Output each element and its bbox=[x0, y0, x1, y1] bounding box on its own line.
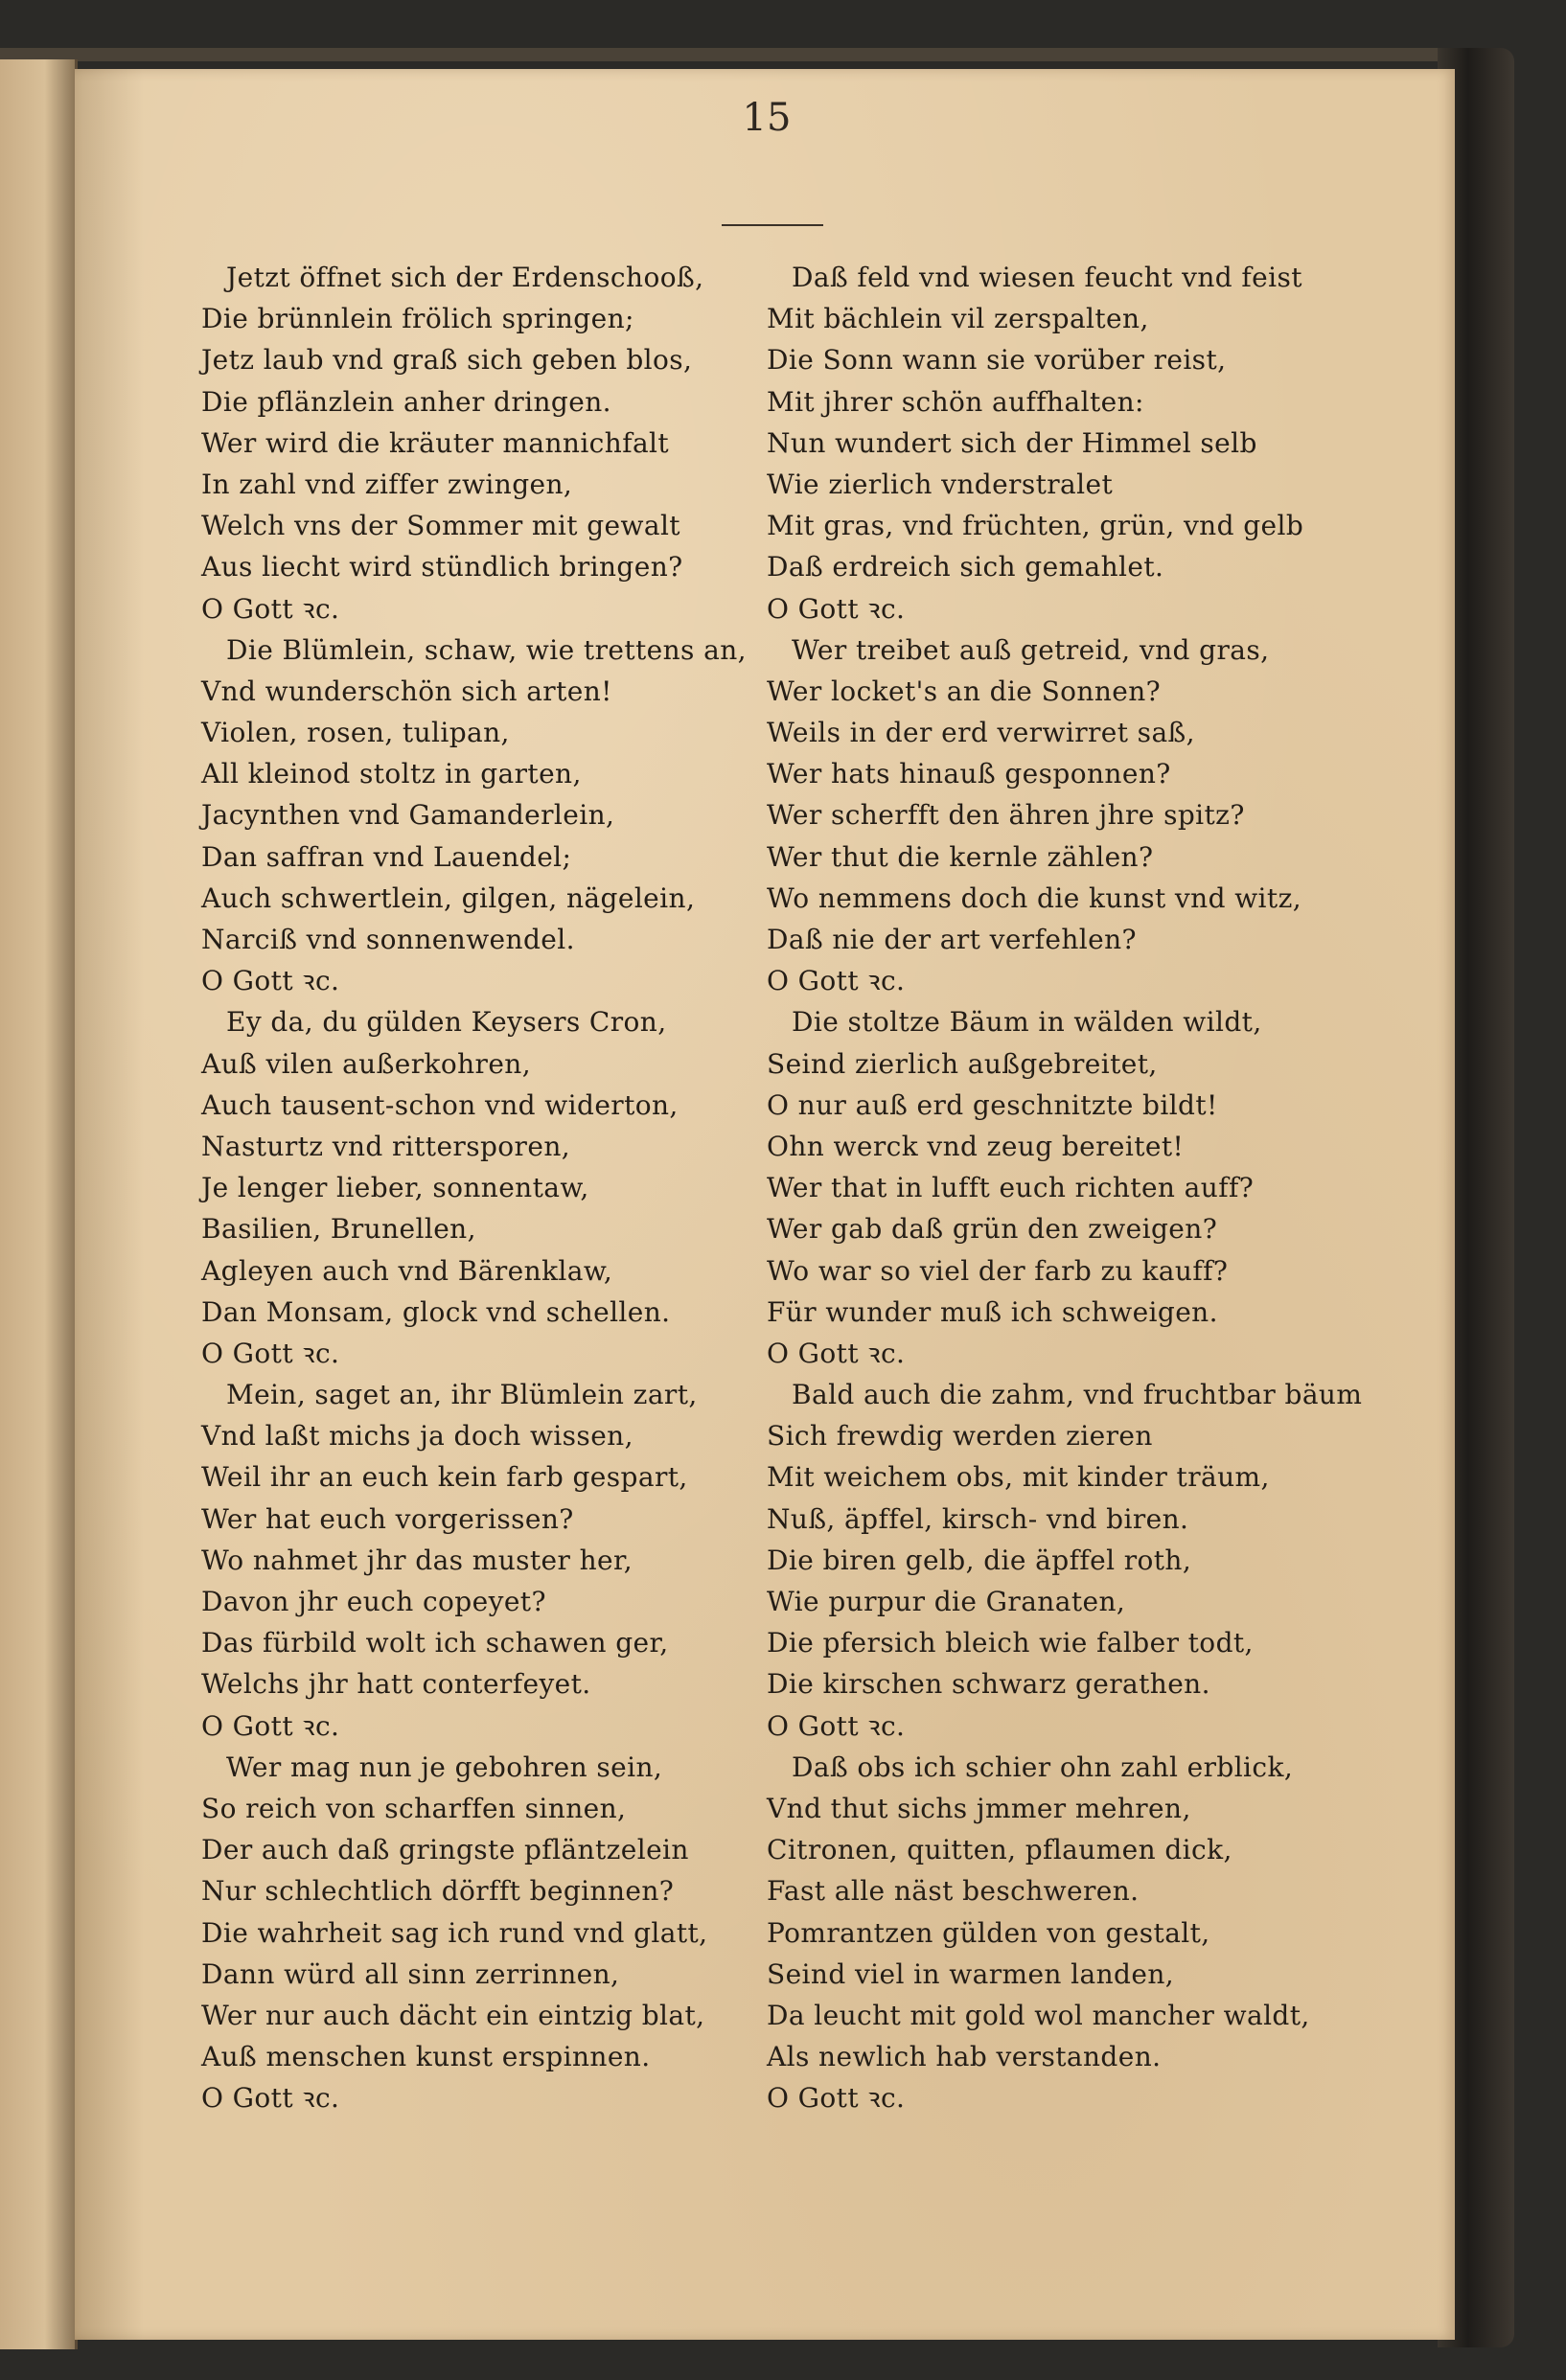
verse-line: In zahl vnd ziffer zwingen, bbox=[201, 468, 573, 500]
verse-line: Agleyen auch vnd Bärenklaw, bbox=[201, 1254, 613, 1287]
verse-line: Die Blümlein, schaw, wie trettens an, bbox=[226, 633, 747, 666]
verse-line: Jacynthen vnd Gamanderlein, bbox=[201, 799, 615, 832]
verse-line: Die pflänzlein anher dringen. bbox=[201, 385, 611, 418]
verse-line: O Gott ꝛc. bbox=[767, 592, 906, 625]
facing-page-edge bbox=[0, 59, 78, 2349]
verse-line: Weils in der erd verwirret saß, bbox=[767, 717, 1195, 749]
verse-line: Auch tausent-schon vnd widerton, bbox=[201, 1088, 679, 1121]
verse-line: Da leucht mit gold wol mancher waldt, bbox=[767, 1999, 1310, 2031]
verse-line: Auch schwertlein, gilgen, nägelein, bbox=[201, 881, 696, 914]
verse-line: Das fürbild wolt ich schawen ger, bbox=[201, 1627, 669, 1659]
verse-line: O Gott ꝛc. bbox=[767, 965, 906, 997]
verse-line: Wo nahmet jhr das muster her, bbox=[201, 1544, 633, 1576]
verse-line: Mit bächlein vil zerspalten, bbox=[767, 303, 1149, 335]
verse-line: Wer nur auch dächt ein eintzig blat, bbox=[201, 1999, 705, 2031]
verse-line: O nur auß erd geschnitzte bildt! bbox=[767, 1088, 1218, 1121]
verse-line: Die biren gelb, die äpffel roth, bbox=[767, 1544, 1192, 1576]
verse-line: Welch vns der Sommer mit gewalt bbox=[201, 510, 680, 542]
verse-line: Fast alle näst beschweren. bbox=[767, 1875, 1140, 1908]
verse-line: Vnd thut sichs jmmer mehren, bbox=[767, 1792, 1191, 1824]
verse-line: Wer wird die kräuter mannichfalt bbox=[201, 426, 670, 459]
verse-line: Violen, rosen, tulipan, bbox=[201, 717, 510, 749]
header-rule bbox=[722, 224, 823, 226]
verse-line: O Gott ꝛc. bbox=[201, 1709, 340, 1742]
verse-line: Wer mag nun je gebohren sein, bbox=[226, 1751, 663, 1783]
verse-line: Wer treibet auß getreid, vnd gras, bbox=[792, 633, 1270, 666]
verse-line: Wer that in lufft euch richten auff? bbox=[767, 1172, 1255, 1204]
verse-line: Ohn werck vnd zeug bereitet! bbox=[767, 1130, 1185, 1162]
verse-line: O Gott ꝛc. bbox=[767, 1709, 906, 1742]
verse-line: Für wunder muß ich schweigen. bbox=[767, 1295, 1218, 1328]
verse-line: Wo nemmens doch die kunst vnd witz, bbox=[767, 881, 1302, 914]
verse-line: Wo war so viel der farb zu kauff? bbox=[767, 1254, 1229, 1287]
verse-line: Die wahrheit sag ich rund vnd glatt, bbox=[201, 1916, 708, 1949]
verse-line: Als newlich hab verstanden. bbox=[767, 2041, 1162, 2073]
verse-line: Vnd wunderschön sich arten! bbox=[201, 675, 612, 707]
verse-line: Wer thut die kernle zählen? bbox=[767, 840, 1154, 873]
verse-line: O Gott ꝛc. bbox=[767, 1337, 906, 1369]
verse-line: O Gott ꝛc. bbox=[201, 1337, 340, 1369]
page-number: 15 bbox=[742, 96, 792, 140]
verse-line: Die brünnlein frölich springen; bbox=[201, 303, 634, 335]
verse-line: Dann würd all sinn zerrinnen, bbox=[201, 1957, 620, 1990]
verse-line: Weil ihr an euch kein farb gespart, bbox=[201, 1461, 688, 1494]
verse-line: Mit weichem obs, mit kinder träum, bbox=[767, 1461, 1270, 1494]
verse-line: Dan saffran vnd Lauendel; bbox=[201, 840, 572, 873]
left-text-column bbox=[201, 257, 767, 2118]
verse-line: Jetz laub vnd graß sich geben blos, bbox=[201, 344, 693, 377]
verse-line: Wer hat euch vorgerissen? bbox=[201, 1502, 574, 1535]
verse-line: Daß feld vnd wiesen feucht vnd feist bbox=[792, 262, 1302, 293]
verse-line: Davon jhr euch copeyet? bbox=[201, 1586, 546, 1617]
verse-line: O Gott ꝛc. bbox=[201, 592, 340, 625]
verse-line: Pomrantzen gülden von gestalt, bbox=[767, 1916, 1210, 1949]
verse-line: Auß vilen außerkohren, bbox=[201, 1047, 532, 1080]
verse-line: Nuß, äpffel, kirsch- vnd biren. bbox=[767, 1502, 1189, 1535]
verse-line: So reich von scharffen sinnen, bbox=[201, 1792, 627, 1824]
verse-line: Auß menschen kunst erspinnen. bbox=[201, 2041, 651, 2073]
verse-line: Ey da, du gülden Keysers Cron, bbox=[226, 1006, 667, 1039]
verse-line: Welchs jhr hatt conterfeyet. bbox=[201, 1668, 591, 1701]
verse-line: Wer scherfft den ähren jhre spitz? bbox=[767, 799, 1245, 832]
verse-line: Dan Monsam, glock vnd schellen. bbox=[201, 1295, 671, 1328]
verse-line: O Gott ꝛc. bbox=[201, 2082, 340, 2115]
verse-line: Mit gras, vnd früchten, grün, vnd gelb bbox=[767, 510, 1304, 542]
verse-line: Die Sonn wann sie vorüber reist, bbox=[767, 344, 1227, 377]
verse-line: Daß nie der art verfehlen? bbox=[767, 924, 1137, 955]
verse-line: Nasturtz vnd rittersporen, bbox=[201, 1130, 571, 1162]
verse-line: O Gott ꝛc. bbox=[767, 2082, 906, 2115]
book-spine-edge bbox=[0, 48, 1495, 61]
verse-line: Wer hats hinauß gesponnen? bbox=[767, 758, 1171, 790]
verse-line: All kleinod stoltz in garten, bbox=[201, 758, 582, 790]
verse-line: Wer locket's an die Sonnen? bbox=[767, 675, 1162, 707]
verse-line: Daß obs ich schier ohn zahl erblick, bbox=[792, 1751, 1294, 1783]
right-text-column bbox=[767, 257, 1363, 2118]
verse-line: Nur schlechtlich dörfft beginnen? bbox=[201, 1875, 675, 1908]
verse-line: O Gott ꝛc. bbox=[201, 965, 340, 997]
verse-line: Citronen, quitten, pflaumen dick, bbox=[767, 1834, 1232, 1866]
verse-line: Daß erdreich sich gemahlet. bbox=[767, 551, 1164, 584]
verse-line: Mein, saget an, ihr Blümlein zart, bbox=[226, 1379, 698, 1411]
verse-line: Je lenger lieber, sonnentaw, bbox=[201, 1172, 589, 1204]
verse-line: Mit jhrer schön auffhalten: bbox=[767, 385, 1144, 418]
verse-line: Narciß vnd sonnenwendel. bbox=[201, 924, 575, 955]
verse-line: Die stoltze Bäum in wälden wildt, bbox=[792, 1006, 1262, 1039]
verse-line: Wer gab daß grün den zweigen? bbox=[767, 1213, 1218, 1246]
verse-line: Die pfersich bleich wie falber todt, bbox=[767, 1627, 1254, 1659]
verse-line: Bald auch die zahm, vnd fruchtbar bäum bbox=[792, 1379, 1363, 1411]
verse-line: Wie zierlich vnderstralet bbox=[767, 468, 1114, 500]
verse-line: Sich frewdig werden zieren bbox=[767, 1420, 1153, 1453]
verse-line: Nun wundert sich der Himmel selb bbox=[767, 426, 1257, 459]
verse-line: Vnd laßt michs ja doch wissen, bbox=[201, 1420, 633, 1453]
verse-line: Die kirschen schwarz gerathen. bbox=[767, 1668, 1210, 1701]
verse-line: Wie purpur die Granaten, bbox=[767, 1586, 1126, 1617]
verse-line: Jetzt öffnet sich der Erdenschooß, bbox=[226, 262, 704, 293]
verse-line: Basilien, Brunellen, bbox=[201, 1213, 476, 1246]
verse-line: Seind viel in warmen landen, bbox=[767, 1957, 1175, 1990]
verse-line: Der auch daß gringste pfläntzelein bbox=[201, 1834, 689, 1866]
verse-line: Aus liecht wird stündlich bringen? bbox=[201, 551, 683, 584]
verse-line: Seind zierlich außgebreitet, bbox=[767, 1047, 1158, 1080]
